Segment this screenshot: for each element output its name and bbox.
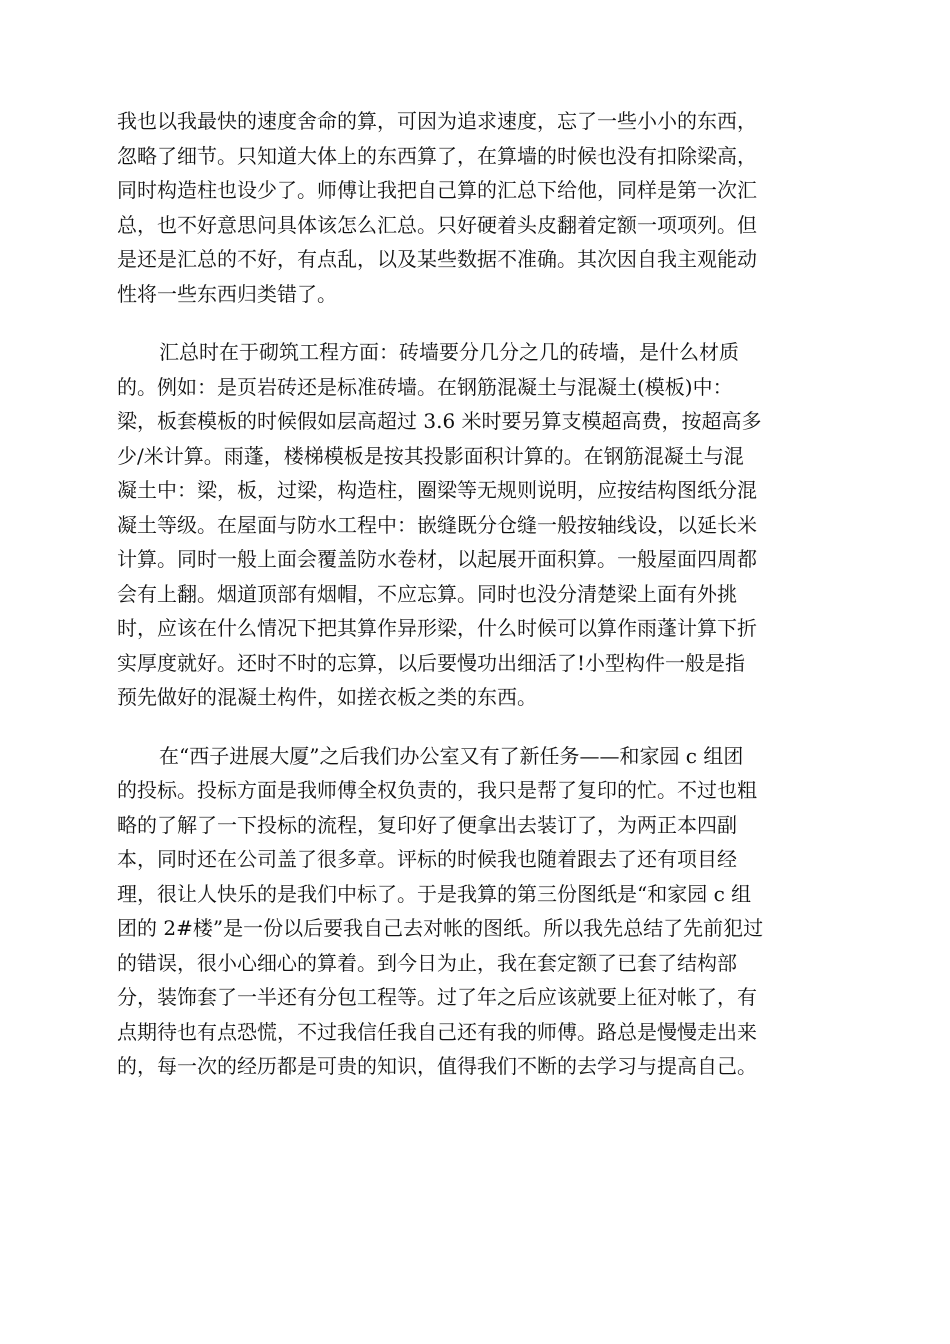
document-body <box>117 104 837 1108</box>
text-line: 团的 2#楼”是一份以后要我自己去对帐的图纸。所以我先总结了先前犯过 <box>117 916 764 940</box>
text-line: 的，每一次的经历都是可贵的知识，值得我们不断的去学习与提高自己。 <box>117 1054 757 1078</box>
text-line: 计算。同时一般上面会覆盖防水卷材，以起展开面积算。一般屋面四周都 <box>117 547 757 571</box>
text-line: 梁，板套模板的时候假如层高超过 3.6 米时要另算支模超高费，按超高多 <box>117 409 762 433</box>
text-line: 略的了解了一下投标的流程，复印好了便拿出去装订了，为两正本四副 <box>117 812 737 837</box>
paragraph-2 <box>117 335 837 715</box>
text-line: 的。例如：是页岩砖还是标准砖墙。在钢筋混凝土与混凝土(模板)中： <box>117 374 733 399</box>
text-line: 是还是汇总的不好，有点乱，以及某些数据不准确。其次因自我主观能动 <box>117 247 757 271</box>
text-line: 理，很让人快乐的是我们中标了。于是我算的第三份图纸是“和家园 c 组 <box>117 881 752 906</box>
text-line: 本，同时还在公司盖了很多章。评标的时候我也随着跟去了还有项目经 <box>117 847 737 871</box>
text-line: 的投标。投标方面是我师傅全权负责的，我只是帮了复印的忙。不过也粗 <box>117 778 757 802</box>
paragraph-3 <box>117 739 837 1084</box>
text-line: 总，也不好意思问具体该怎么汇总。只好硬着头皮翻着定额一项项列。但 <box>117 212 757 237</box>
text-line: 时，应该在什么情况下把其算作异形梁，什么时候可以算作雨蓬计算下折 <box>117 616 757 640</box>
text-line: 预先做好的混凝土构件，如搓衣板之类的东西。 <box>117 685 537 709</box>
text-line: 少/米计算。雨蓬，楼梯模板是按其投影面积计算的。在钢筋混凝土与混 <box>117 443 744 468</box>
text-line: 在“西子进展大厦”之后我们办公室又有了新任务——和家园 c 组团 <box>159 743 744 768</box>
text-line: 凝土等级。在屋面与防水工程中：嵌缝既分仓缝一般按轴线设，以延长米 <box>117 512 757 537</box>
text-line: 凝土中：梁，板，过梁，构造柱，圈梁等无规则说明，应按结构图纸分混 <box>117 478 757 502</box>
paragraph-1 <box>117 104 837 311</box>
text-line: 同时构造柱也设少了。师傅让我把自己算的汇总下给他，同样是第一次汇 <box>117 178 757 202</box>
text-line: 我也以我最快的速度舍命的算，可因为追求速度，忘了一些小小的东西， <box>117 109 757 133</box>
text-line: 分，装饰套了一半还有分包工程等。过了年之后应该就要上征对帐了，有 <box>117 985 757 1009</box>
text-line: 忽略了细节。只知道大体上的东西算了，在算墙的时候也没有扣除梁高， <box>117 143 757 168</box>
text-line: 点期待也有点恐慌，不过我信任我自己还有我的师傅。路总是慢慢走出来 <box>117 1019 757 1044</box>
text-line: 会有上翻。烟道顶部有烟帽，不应忘算。同时也没分清楚梁上面有外挑 <box>117 581 737 606</box>
text-line: 实厚度就好。还时不时的忘算，以后要慢功出细活了!小型构件一般是指 <box>117 650 746 675</box>
text-line: 的错误，很小心细心的算着。到今日为止，我在套定额了已套了结构部 <box>117 950 737 975</box>
text-line: 汇总时在于砌筑工程方面：砖墙要分几分之几的砖墙，是什么材质 <box>159 340 739 364</box>
text-line: 性将一些东西归类错了。 <box>117 281 337 306</box>
